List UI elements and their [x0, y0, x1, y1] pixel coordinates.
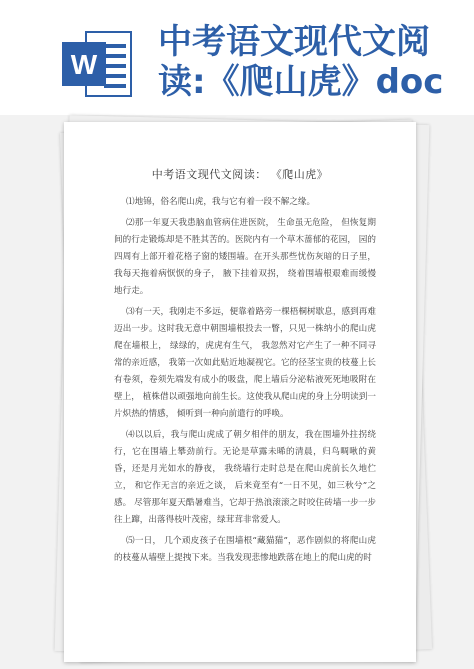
header-banner — [0, 0, 474, 115]
paragraph: ⑸一日， 几个顽皮孩子在围墙根“藏猫猫”，恶作剧似的将爬山虎的枝蔓从墙壁上提拽下来。当我发现悲惨地跌落在地上的爬山虎的时 — [114, 536, 376, 563]
page-title — [158, 22, 468, 102]
paragraph: ⑶有一天，我刚走不多远，便靠着路旁一棵梧桐树歇息，感到再难迈出一步。这时我无意中朝围墙根投去一瞥，只见一株纳小的爬山虎爬在墙根上， 绿绿的，虎虎有生气， 我忽然对它产生了一种不同寻常的亲近感， 我第一次如此贴近地凝视它。它的径茎宝贵的枝蔓上长有卷须，卷须先端发有成小的吸盘，爬上墙后分泌粘液死死地吸附在壁上， 植株借以顽强地向前生长。这使我从爬山虎的身上分明读到一片炽热的情感， 倾听到一种向前遣行的呼唤。 — [114, 307, 376, 419]
paragraph: ⑷以以后，我与爬山虎成了朝夕相伴的朋友，我在围墙外拄拐绕行，它在围墙上攀劲前行。无论是草露未晞的清晨，归鸟啁啾的黄昏，还是月光如水的静夜， 我绕墙行走时总是在爬山虎前长久地伫立， 和它作无言的亲近之谈， 后来竟至有“一日不见，如三秋兮”之感。 尽管那年夏天酷暑难当，它却于热浪滚滚之时咬住砖墙一步一步往上蹿，出落得枝叶茂密，绿茸茸非常爱人。 — [114, 430, 376, 525]
svg-text:W: W — [70, 49, 98, 80]
page-title-line1: 中考语文现代文阅 — [158, 22, 430, 62]
paragraph: ⑴地锦，俗名爬山虎，我与它有着一段不解之缘。 — [126, 197, 316, 207]
document-page[interactable] — [64, 122, 416, 662]
word-doc-icon — [60, 28, 135, 100]
document-body — [114, 194, 376, 571]
paragraph: ⑵那一年夏天我患脑血管病住进医院， 生命虽无危险， 但恢复期间的行走锻炼却是不胜其苦的。医院内有一个草木蔷郁的花园， 园的四周有上部开着花格子窗的矮围墙。在开头那些忧伤灰暗的日子里，我每天拖着病恹恹的身子， 腋下挂着双拐， 绕着围墙根艰难而缓慢地行走。 — [114, 218, 376, 296]
document-title: 中考语文现代文阅读： 《爬山虎》 — [151, 168, 329, 181]
page-title-line2: 读:《爬山虎》doc — [158, 62, 444, 102]
